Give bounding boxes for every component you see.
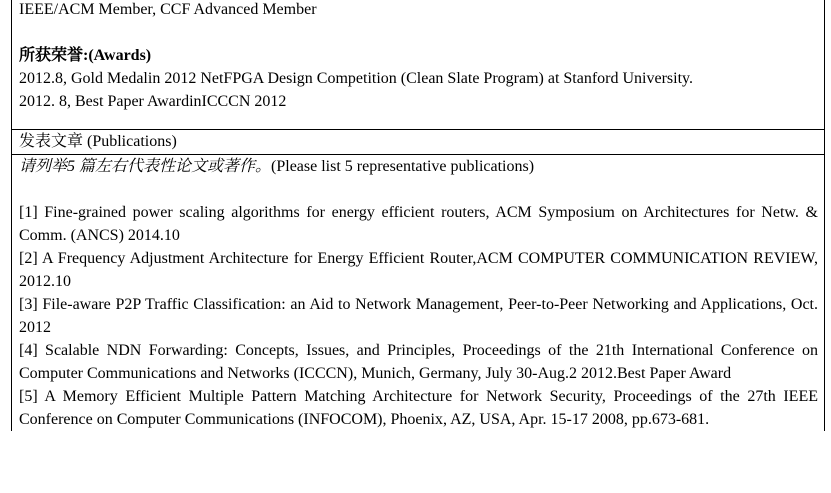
award-item: 2012.8, Gold Medalin 2012 NetFPGA Design Competition (Clean Slate Program) at Stanford University. xyxy=(19,70,693,87)
publications-instruction xyxy=(19,155,818,178)
publication-item-1: [1] Fine-grained power scaling algorithms for energy efficient routers, ACM Symposium on Architectures for Netw. & Comm. (ANCS) 2014.10 xyxy=(19,204,818,244)
publications-header-cell xyxy=(12,130,824,155)
publications-cell xyxy=(12,155,824,431)
awards-heading: 所获荣誉:(Awards) xyxy=(19,47,152,64)
award-item: 2012. 8, Best Paper AwardinICCCN 2012 xyxy=(19,93,287,110)
membership-text: IEEE/ACM Member, CCF Advanced Member xyxy=(19,1,317,18)
membership-awards-cell xyxy=(12,0,824,130)
publication-item-2: [2] A Frequency Adjustment Architecture for Energy Efficient Router,ACM COMPUTER COMMUNICATION REVIEW, 2012.10 xyxy=(19,250,818,290)
blank-line xyxy=(19,178,818,201)
publications-heading: 发表文章 (Publications) xyxy=(19,133,177,150)
instruction-en: (Please list 5 representative publications) xyxy=(271,158,535,175)
publication-item-3: [3] File-aware P2P Traffic Classification: an Aid to Network Management, Peer-to-Peer Networking and Applications, Oct. 2012 xyxy=(19,296,818,336)
blank-line xyxy=(19,21,818,44)
instruction-cn: 请列举5 篇左右代表性论文或著作。 xyxy=(19,158,272,175)
profile-form-table xyxy=(11,0,825,431)
publication-item-4: [4] Scalable NDN Forwarding: Concepts, Issues, and Principles, Proceedings of the 21th International Conference on Computer Communications and Networks (ICCCN), Munich, Germany, July 30-Aug.2 2012.Best Paper Award xyxy=(19,342,818,382)
publication-item-5: [5] A Memory Efficient Multiple Pattern Matching Architecture for Network Security, Proceedings of the 27th IEEE Conference on Computer Communications (INFOCOM), Phoenix, AZ, USA, Apr. 15-17 2008, pp.673-681. xyxy=(19,388,818,428)
